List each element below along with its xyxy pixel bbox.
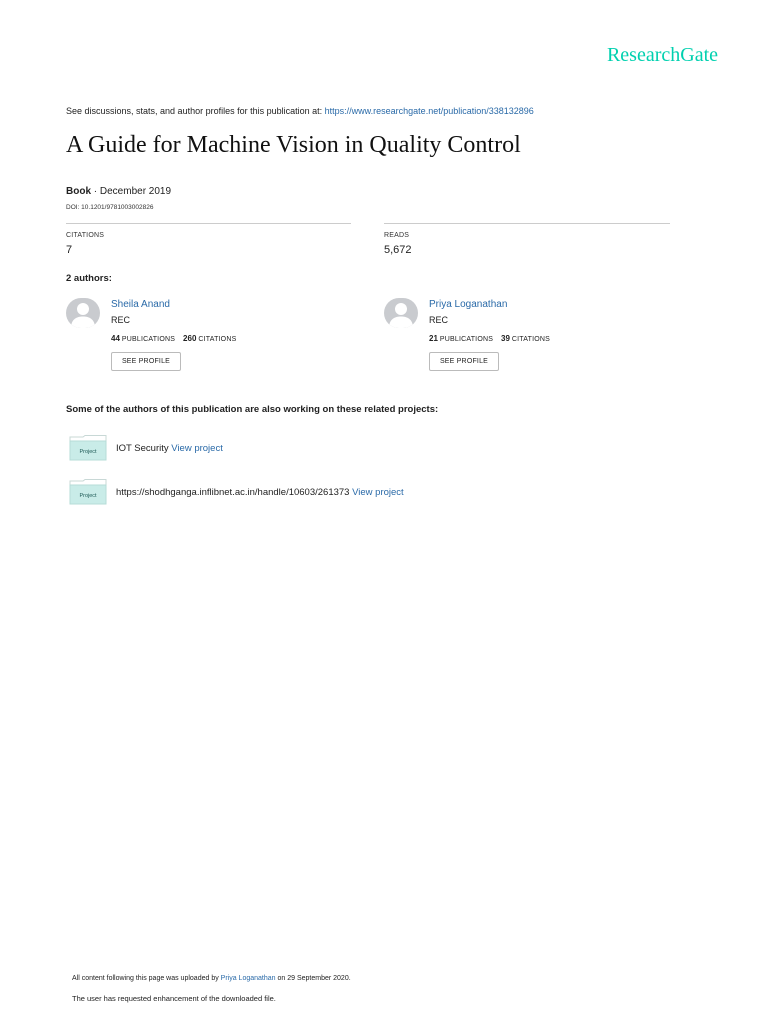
author-citations-count: 39 (501, 334, 510, 343)
enhancement-note: The user has requested enhancement of the downloaded file. (72, 994, 276, 1003)
reads-divider (384, 223, 670, 224)
author-publications-count: 21 (429, 334, 438, 343)
upload-note (72, 975, 351, 982)
author-publications-count: 44 (111, 334, 120, 343)
author-citations-count: 260 (183, 334, 197, 343)
reads-label: READS (384, 232, 410, 239)
author-stats (429, 334, 556, 343)
citations-label: CITATIONS (66, 232, 105, 239)
view-project-link[interactable]: View project (171, 443, 223, 454)
project-entry (116, 487, 404, 498)
project-icon-label: Project (79, 449, 97, 455)
project-folder-icon (69, 479, 107, 505)
publication-url-link[interactable]: https://www.researchgate.net/publication/338132896 (324, 106, 534, 116)
author-citations-label: CITATIONS (511, 336, 551, 343)
reads-count: 5,672 (384, 244, 412, 256)
project-name: https://shodhganga.inflibnet.ac.in/handle/10603/261373 (116, 487, 350, 498)
author-publications-label: PUBLICATIONS (121, 336, 176, 343)
upload-note-prefix: All content following this page was uploaded by (72, 975, 221, 982)
project-icon-label: Project (79, 493, 97, 499)
see-profile-button[interactable]: SEE PROFILE (429, 352, 499, 371)
author-publications-label: PUBLICATIONS (439, 336, 494, 343)
author-institution: REC (111, 315, 131, 325)
publication-meta (66, 186, 171, 197)
discussions-line (66, 106, 534, 116)
view-project-link[interactable]: View project (352, 487, 404, 498)
citations-count: 7 (66, 244, 73, 256)
project-folder-icon (69, 435, 107, 461)
author-stats (111, 334, 242, 343)
publication-type: Book (66, 186, 91, 197)
project-entry (116, 443, 223, 454)
authors-heading: 2 authors: (66, 273, 112, 284)
publication-title: A Guide for Machine Vision in Quality Control (66, 132, 521, 158)
author-avatar-icon[interactable] (384, 298, 418, 328)
publication-date: December 2019 (99, 186, 172, 197)
uploader-link[interactable]: Priya Loganathan (220, 975, 276, 982)
citations-divider (66, 223, 351, 224)
publication-doi: DOI: 10.1201/9781003002826 (66, 204, 154, 211)
author-name-link[interactable]: Sheila Anand (111, 299, 170, 310)
discussions-text: See discussions, stats, and author profiles for this publication at: (66, 106, 325, 116)
project-name: IOT Security (116, 443, 169, 454)
see-profile-button[interactable]: SEE PROFILE (111, 352, 181, 371)
author-citations-label: CITATIONS (198, 336, 237, 343)
upload-note-suffix: on 29 September 2020. (275, 975, 351, 982)
researchgate-logo[interactable]: ResearchGate (606, 44, 718, 66)
related-projects-heading: Some of the authors of this publication are also working on these related projects: (66, 404, 439, 415)
author-avatar-icon[interactable] (66, 298, 100, 328)
author-institution: REC (429, 315, 449, 325)
author-name-link[interactable]: Priya Loganathan (429, 299, 508, 310)
meta-separator: · (91, 186, 100, 197)
